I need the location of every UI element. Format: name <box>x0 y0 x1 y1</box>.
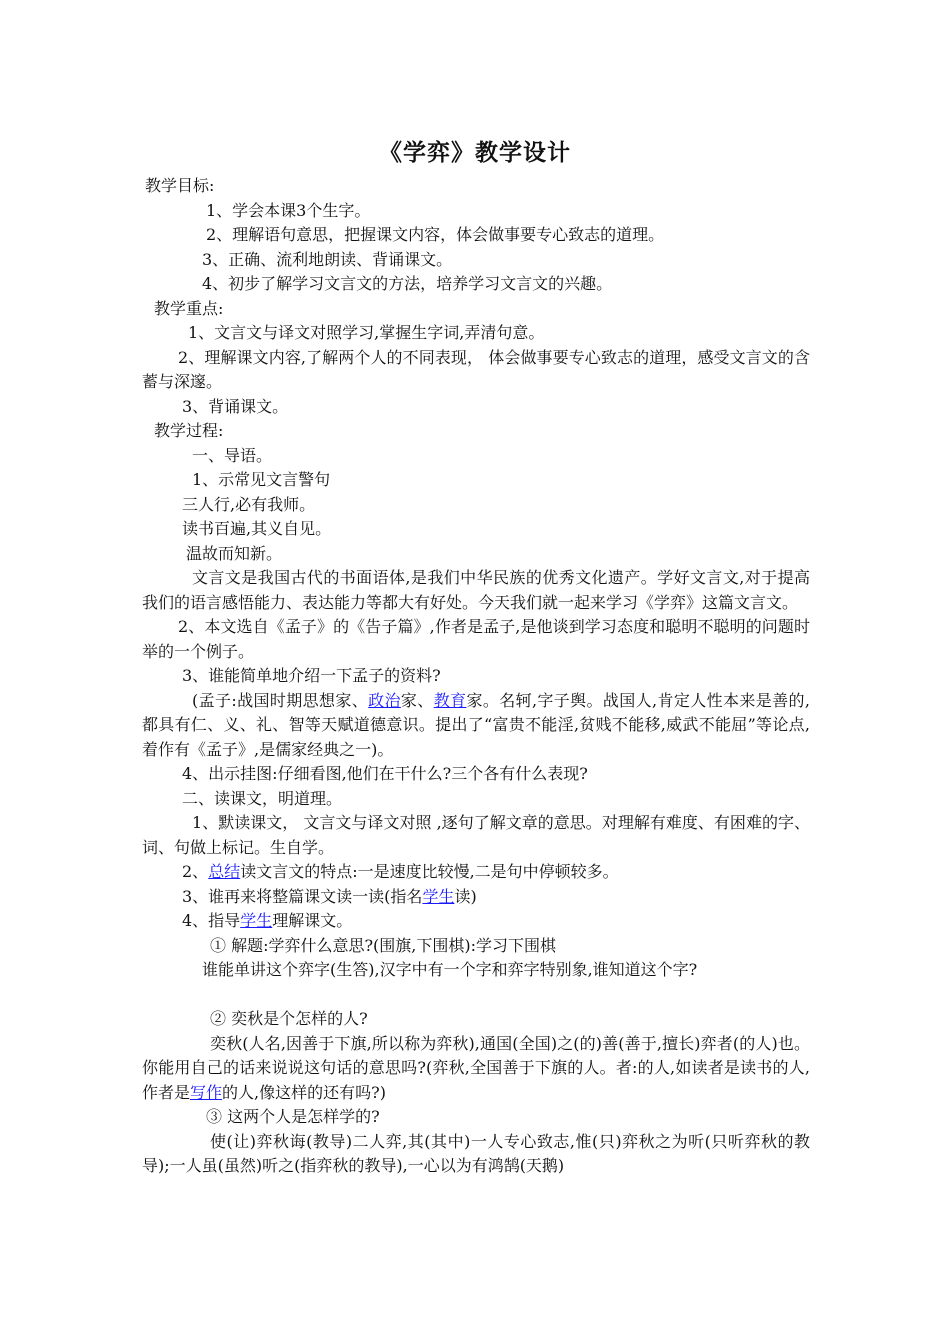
step-item: 4、指导学生理解课文。 <box>182 911 353 930</box>
sub-step: ① 解题:学弈什么意思?(围旗,下围棋):学习下围棋 <box>210 935 557 955</box>
goal-item: 3、正确、流利地朗读、背诵课文。 <box>202 249 453 269</box>
step-item: 1、默读课文， 文言文与译文对照 ,逐句了解文章的意思。对理解有难度、有困难的字、词、句做上标记。生自学。 <box>142 813 810 857</box>
process-heading: 教学过程: <box>154 421 224 440</box>
goal-item: 2、理解语句意思，把握课文内容，体会做事要专心致志的道理。 <box>206 225 665 244</box>
goals-heading: 教学目标: <box>145 176 215 195</box>
section-heading: 一、导语。 <box>192 445 273 465</box>
sub-step-text: 谁能单讲这个弈字(生答),汉字中有一个字和弈字特别象,谁知道这个字? <box>202 960 698 979</box>
step-item: 1、示常见文言警句 <box>192 470 331 489</box>
quote-line: 读书百遍,其义自见。 <box>182 519 332 538</box>
focus-item: 1、文言文与译文对照学习,掌握生字词,弄清句意。 <box>188 323 545 342</box>
link-education[interactable]: 教育 <box>433 690 467 710</box>
step-item: 3、谁能简单地介绍一下孟子的资料? <box>182 666 441 685</box>
section-heading: 二、读课文，明道理。 <box>182 788 343 808</box>
step-item: 4、出示挂图:仔细看图,他们在干什么?三个各有什么表现? <box>182 764 588 783</box>
step-item: 3、谁再来将整篇课文读一读(指名学生读) <box>182 886 477 906</box>
quote-line: 温故而知新。 <box>186 543 283 563</box>
focus-item: 2、理解课文内容,了解两个人的不同表现， 体会做事要专心致志的道理，感受文言文的含蓄与深邃。 <box>142 347 810 391</box>
sub-step-paragraph: 使(让)弈秋诲(教导)二人弈,其(其中)一人专心致志,惟(只)弈秋之为听(只听弈秋的教导);一人虽(虽然)听之(指弈秋的教导),一心以为有鸿鹄(天鹅) <box>142 1131 810 1175</box>
link-student[interactable]: 学生 <box>422 886 455 906</box>
quote-line: 三人行,必有我师。 <box>182 494 316 514</box>
link-politics[interactable]: 政治 <box>368 690 401 710</box>
link-summary[interactable]: 总结 <box>208 862 241 881</box>
focus-heading: 教学重点: <box>154 298 224 318</box>
link-student[interactable]: 学生 <box>240 911 273 930</box>
step-item: 2、总结读文言文的特点:一是速度比较慢,二是句中停顿较多。 <box>182 862 619 881</box>
intro-paragraph: 文言文是我国古代的书面语体,是我们中华民族的优秀文化遗产。学好文言文,对于提高我们的语言感悟能力、表达能力等都大有好处。今天我们就一起来学习《学弈》这篇文言文。 <box>142 568 810 612</box>
link-writing[interactable]: 写作 <box>190 1082 223 1102</box>
document-body <box>142 174 810 1179</box>
focus-item: 3、背诵课文。 <box>182 396 289 416</box>
step-item: 2、本文选自《孟子》的《告子篇》,作者是孟子,是他谈到学习态度和聪明不聪明的问题时举的一个例子。 <box>142 617 810 661</box>
sub-step: ③ 这两个人是怎样学的? <box>206 1107 380 1126</box>
mencius-paragraph: (孟子:战国时期思想家、政治家、教育家。名轲,字子舆。战国人,肯定人性本来是善的,都具有仁、义、礼、智等天赋道德意识。提出了“富贵不能淫,贫贱不能移,威武不能屈”等论点,着作有《孟子》,是儒家经典之一)。 <box>142 690 810 759</box>
goal-item: 4、初步了解学习文言文的方法，培养学习文言文的兴趣。 <box>202 274 613 293</box>
goal-item: 1、学会本课3个生字。 <box>206 200 371 220</box>
sub-step: ② 奕秋是个怎样的人? <box>210 1009 368 1028</box>
sub-step-paragraph: 奕秋(人名,因善于下旗,所以称为弈秋),通国(全国)之(的)善(善于,擅长)弈者(的人)也。你能用自己的话来说说这句话的意思吗?(弈秋,全国善于下旗的人。者:的人,如读者是读书的人,作者是写作的人,像这样的还有吗?) <box>142 1033 810 1102</box>
document-title: 《学弈》教学设计 <box>379 140 571 166</box>
